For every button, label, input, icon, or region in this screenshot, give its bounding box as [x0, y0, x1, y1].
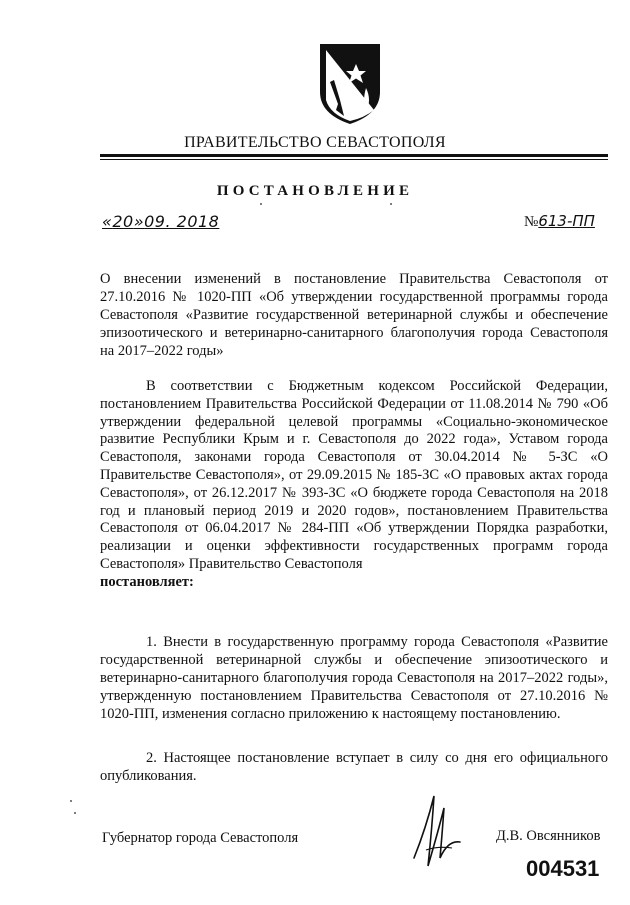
resolution-item-2: 2. Настоящее постановление вступает в силу со дня его официального опубликования. — [100, 750, 608, 784]
date-month-year: 09. 2018 — [144, 212, 220, 231]
handwritten-signature-icon — [404, 788, 484, 868]
preamble-text: В соответствии с Бюджетным кодексом Российской Федерации, постановлением Правительства Российской Федерации от 11.08.2014 № 790 «Об утверждении федеральной целевой программы «Социально-экономическое развитие Республики Крым и г. Севастополя до 2022 года», Уставом города Севастополя, законами города Севастополя от 30.04.2014 № 5-ЗС «О Правительстве Севастополя», от 29.09.2015 № 185-ЗС «О правовых актах города Севастополя», от 26.12.2017 № 393-ЗС «О бюджете города Севастополя на 2018 год и плановый период 2019 и 2020 годов», постановлением Правительства Севастополя от 06.04.2017 № 284-ПП «Об утверждении Порядка разработки, реализации и оценки эффективности государственных программ города Севастополя» Правительство Севастополя — [100, 378, 608, 572]
document-serial-number: 004531 — [526, 856, 600, 881]
number-prefix: № — [524, 214, 539, 230]
signatory-name: Д.В. Овсянников — [496, 828, 601, 844]
scan-speck — [70, 800, 72, 802]
date-day: 20 — [112, 212, 134, 231]
preamble-keyword: постановляет: — [100, 573, 194, 590]
document-date — [102, 212, 219, 232]
scan-speck — [260, 203, 262, 205]
document-number — [524, 212, 595, 231]
preamble-paragraph — [100, 378, 608, 592]
document-type-title: ПОСТАНОВЛЕНИЕ — [216, 183, 414, 199]
coat-of-arms-icon — [316, 40, 384, 126]
signatory-title: Губернатор города Севастополя — [102, 830, 299, 846]
header-rule-thick — [100, 154, 608, 157]
scan-speck — [74, 812, 76, 814]
resolution-item-1: 1. Внести в государственную программу города Севастополя «Развитие государственной ветеринарной службы и обеспечение эпизоотического и ветеринарно-санитарного благополучия города Севастополя на 2017–2022 годы», утвержденную постановлением Правительства Севастополя от 27.10.2016 № 1020-ПП, изменения согласно приложению к настоящему постановлению. — [100, 634, 608, 722]
scan-speck — [390, 203, 392, 205]
date-open-quote: « — [102, 212, 113, 231]
document-subject: О внесении изменений в постановление Правительства Севастополя от 27.10.2016 № 1020-ПП «Об утверждении государственной программы города Севастополя «Развитие государственной ветеринарной службы и обеспечение эпизоотического и ветеринарно-санитарного благополучия города Севастополя на 2017–2022 годы» — [100, 271, 608, 359]
number-value: 613-ПП — [538, 212, 595, 230]
government-title: ПРАВИТЕЛЬСТВО СЕВАСТОПОЛЯ — [184, 134, 446, 151]
date-close-quote: » — [133, 212, 145, 231]
header-rule-thin — [100, 159, 608, 160]
